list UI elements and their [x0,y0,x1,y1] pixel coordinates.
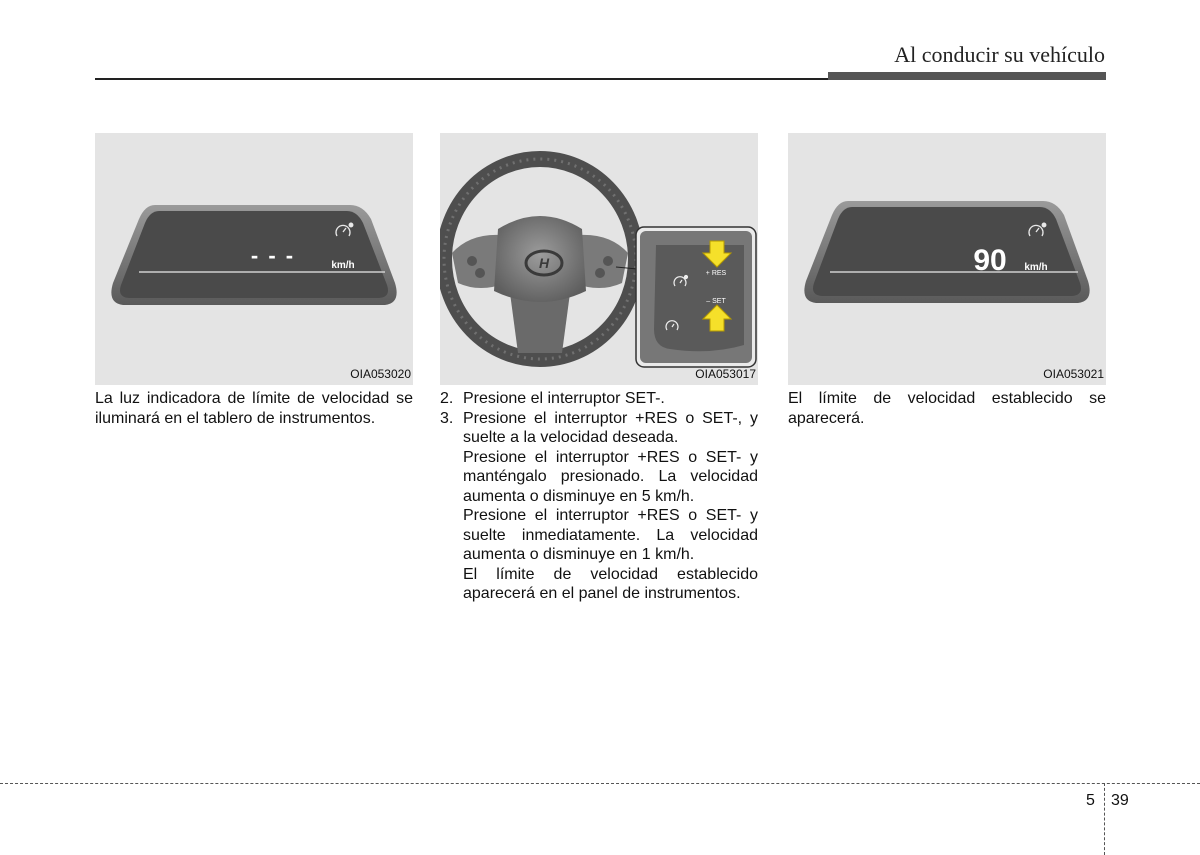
step-number: 2. [440,390,454,407]
step-list [440,389,758,448]
paragraph: El límite de velocidad establecido se aparecerá. [788,390,1106,427]
set-label: – SET [706,298,726,305]
figure-code: OIA053017 [695,367,756,381]
figure-steering-wheel [440,133,758,385]
header-rule [95,78,830,80]
page-number: 39 [1111,792,1129,809]
steering-wheel-illustration [440,133,758,385]
column-2-text [440,389,758,604]
sub-paragraph: Presione el interruptor +RES o SET- y suelte inmediatamente. La velocidad aumenta o disminuye en 1 km/h. [463,507,758,563]
step-number: 3. [440,409,454,427]
paragraph: La luz indicadora de límite de velocidad se iluminará en el tablero de instrumentos. [95,390,413,427]
steering-wheel [444,159,638,359]
footer-divider [0,783,1200,784]
switch-callout [636,227,756,367]
list-item [440,409,758,448]
cluster-illustration [788,133,1106,385]
step-text: Presione el interruptor +RES o SET-, y suelte a la velocidad deseada. [463,409,758,446]
column-1-text [95,389,413,428]
speed-display: - - - [250,243,296,268]
cluster-illustration [95,133,413,385]
speed-value: 90 [973,244,1007,277]
page-header-title: Al conducir su vehículo [894,42,1105,67]
figure-cluster-speed [788,133,1106,385]
figure-cluster-dashes [95,133,413,385]
figure-code: OIA053021 [1043,367,1104,381]
figure-code: OIA053020 [350,367,411,381]
footer-page-divider [1104,783,1105,855]
sub-paragraph: El límite de velocidad establecido aparecerá en el panel de instrumentos. [463,565,758,602]
res-label: + RES [705,270,727,277]
list-item [440,389,758,409]
unit-label: km/h [1024,262,1048,273]
step-text: Presione el interruptor SET-. [463,390,665,407]
header-rule-accent [828,72,1106,80]
sub-paragraph: Presione el interruptor +RES o SET- y manténgalo presionado. La velocidad aumenta o disminuye en 5 km/h. [463,448,758,505]
unit-label: km/h [331,260,355,271]
column-3-text [788,389,1106,428]
chapter-number: 5 [1086,792,1095,809]
svg-text:H: H [538,255,550,271]
